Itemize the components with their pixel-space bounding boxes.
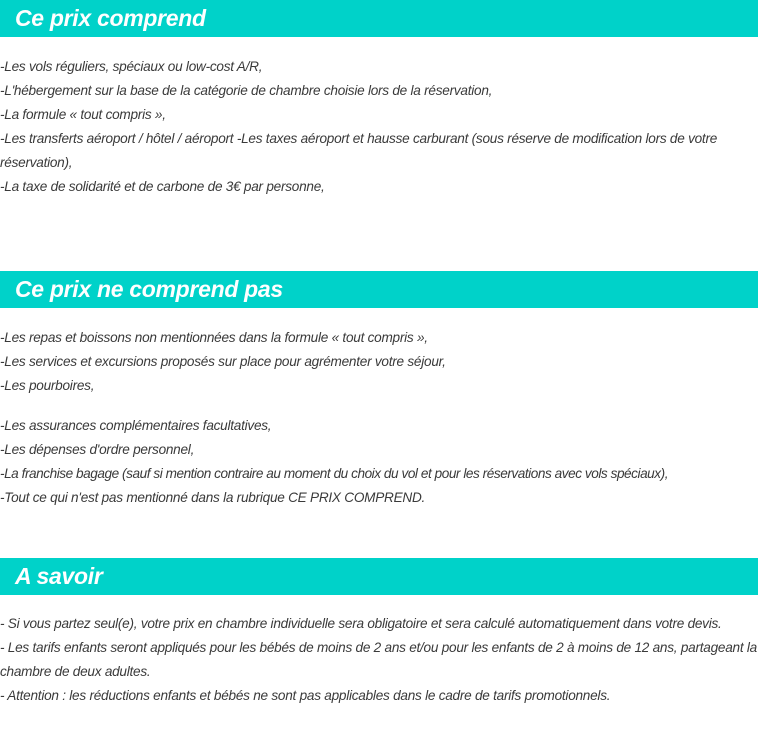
section-header: A savoir (0, 558, 758, 595)
list-item: -Les services et excursions proposés sur place pour agrémenter votre séjour, (0, 354, 446, 369)
list-item: -Tout ce qui n'est pas mentionné dans la rubrique CE PRIX COMPREND. (0, 490, 426, 505)
section-body (0, 55, 758, 199)
list-item: -La formule « tout compris », (0, 107, 166, 122)
list-item: -La taxe de solidarité et de carbone de 3€ par personne, (0, 179, 325, 194)
list-item: -Les assurances complémentaires facultatives, (0, 418, 272, 433)
section-header: Ce prix comprend (0, 0, 758, 37)
list-item: - Les tarifs enfants seront appliqués pour les bébés de moins de 2 ans et/ou pour les enfants de 2 à moins de 12 ans, partageant la chambre de deux adultes. (0, 640, 757, 679)
section-good-to-know (0, 558, 758, 708)
list-item: -Les repas et boissons non mentionnées dans la formule « tout compris », (0, 330, 428, 345)
list-item: - Si vous partez seul(e), votre prix en chambre individuelle sera obligatoire et sera calculé automatiquement dans votre devis. (0, 616, 722, 631)
section-price-includes (0, 0, 758, 199)
list-item: -L'hébergement sur la base de la catégorie de chambre choisie lors de la réservation, (0, 83, 493, 98)
list-item: -Les dépenses d'ordre personnel, (0, 442, 195, 457)
section-price-excludes (0, 271, 758, 510)
section-body (0, 612, 758, 708)
list-item: -Les transferts aéroport / hôtel / aéroport -Les taxes aéroport et hausse carburant (sous réserve de modification lors de votre réservation), (0, 131, 718, 170)
section-header: Ce prix ne comprend pas (0, 271, 758, 308)
list-item: -La franchise bagage (sauf si mention contraire au moment du choix du vol et pour les réservations avec vols spéciaux), (0, 466, 669, 481)
section-body (0, 326, 758, 510)
list-item: - Attention : les réductions enfants et bébés ne sont pas applicables dans le cadre de tarifs promotionnels. (0, 688, 611, 703)
list-item: -Les pourboires, (0, 378, 95, 393)
list-item: -Les vols réguliers, spéciaux ou low-cost A/R, (0, 59, 263, 74)
